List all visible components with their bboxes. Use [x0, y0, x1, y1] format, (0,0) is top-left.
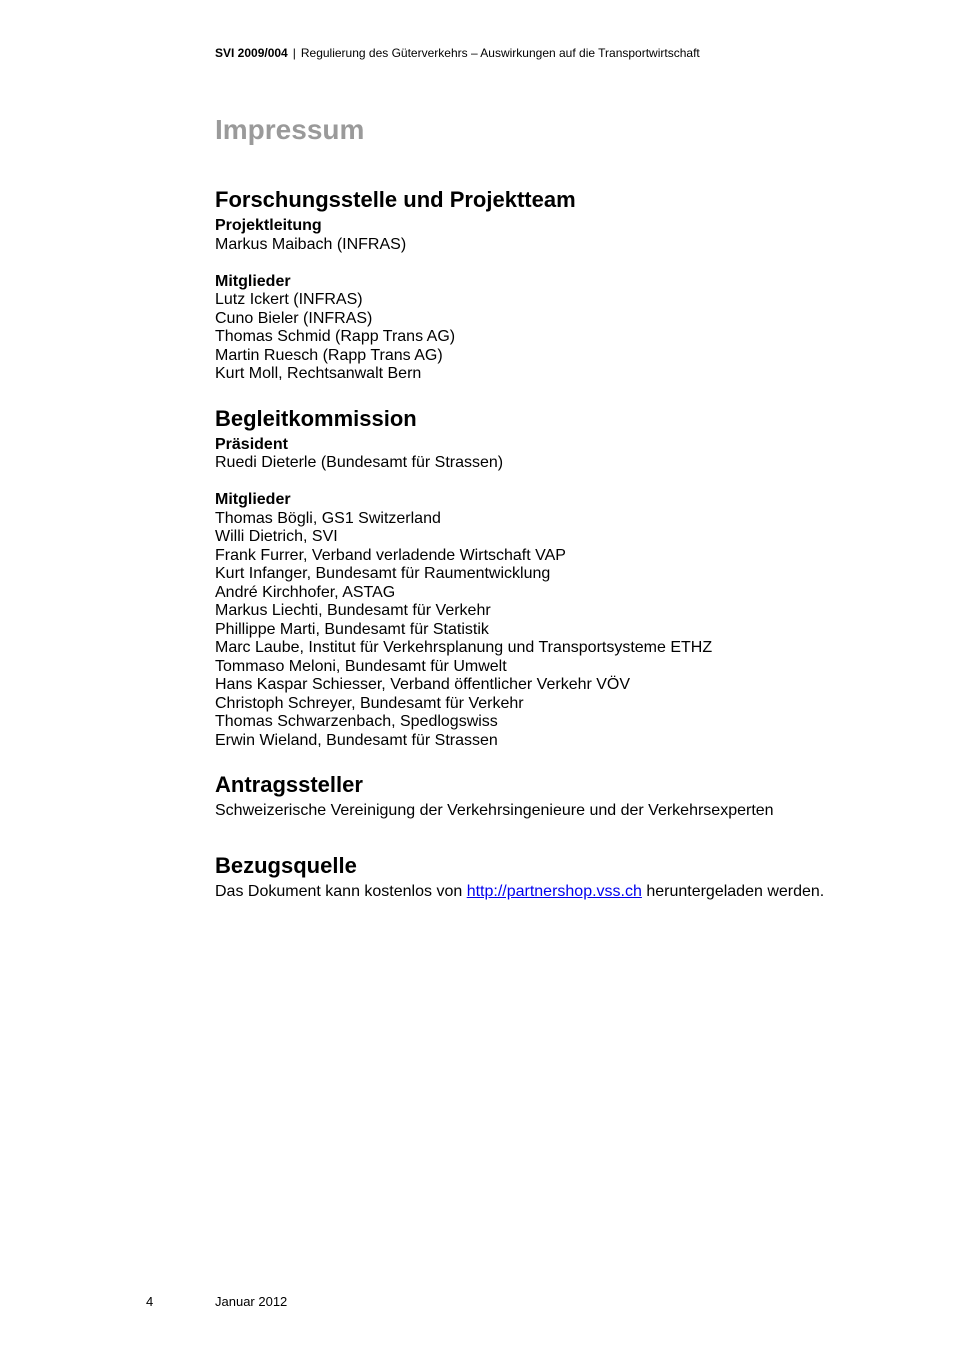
section-applicant: [215, 770, 915, 821]
list-item: Kurt Moll, Rechtsanwalt Bern: [215, 365, 422, 382]
list-item: Tommaso Meloni, Bundesamt für Umwelt: [215, 657, 507, 675]
running-header: [215, 45, 700, 61]
partnershop-link[interactable]: http://partnershop.vss.ch: [466, 882, 642, 900]
section-heading-commission: Begleitkommission: [215, 405, 417, 431]
section-heading-source: Bezugsquelle: [215, 852, 357, 878]
group-president: [215, 436, 915, 473]
applicant-text: Schweizerische Vereinigung der Verkehrsingenieure und der Verkehrsexperten: [215, 802, 774, 819]
group-commission-members: [215, 491, 915, 750]
list-item: Phillippe Marti, Bundesamt für Statistik: [215, 620, 489, 638]
group-project-lead: [215, 217, 915, 254]
section-research-team: [215, 185, 915, 384]
section-commission: [215, 404, 915, 751]
page-content: [215, 110, 915, 921]
report-title: Regulierung des Güterverkehrs – Auswirkungen auf die Transportwirtschaft: [300, 46, 700, 60]
footer-date: Januar 2012: [215, 1294, 288, 1309]
list-item: Markus Liechti, Bundesamt für Verkehr: [215, 602, 491, 619]
source-text-after: heruntergeladen werden.: [641, 882, 825, 900]
list-item: Thomas Schwarzenbach, Spedlogswiss: [215, 713, 498, 730]
header-separator: |: [292, 46, 296, 60]
source-text: [215, 883, 915, 902]
list-item: Thomas Schmid (Rapp Trans AG): [215, 328, 456, 345]
report-code: SVI 2009/004: [215, 46, 288, 60]
list-president: [215, 454, 915, 473]
section-source: [215, 851, 915, 902]
list-item: Martin Ruesch (Rapp Trans AG): [215, 346, 443, 364]
list-item: Christoph Schreyer, Bundesamt für Verkehr: [215, 694, 524, 712]
list-commission-members: [215, 510, 915, 751]
group-label-project-lead: Projektleitung: [215, 217, 322, 234]
list-item: Lutz Ickert (INFRAS): [215, 291, 363, 308]
list-item: Thomas Bögli, GS1 Switzerland: [215, 509, 441, 527]
list-item: Frank Furrer, Verband verladende Wirtschaft VAP: [215, 546, 566, 564]
group-research-members: [215, 273, 915, 384]
list-item: Markus Maibach (INFRAS): [215, 235, 407, 253]
list-item: André Kirchhofer, ASTAG: [215, 583, 396, 601]
page-title: Impressum: [215, 114, 365, 145]
list-item: Willi Dietrich, SVI: [215, 528, 338, 545]
group-label-president: Präsident: [215, 435, 288, 453]
group-label-research-members: Mitglieder: [215, 272, 291, 290]
list-item: Hans Kaspar Schiesser, Verband öffentlicher Verkehr VÖV: [215, 676, 631, 693]
list-item: Ruedi Dieterle (Bundesamt für Strassen): [215, 454, 504, 471]
group-label-commission-members: Mitglieder: [215, 491, 291, 508]
section-heading-research: Forschungsstelle und Projektteam: [215, 187, 576, 212]
list-item: Marc Laube, Institut für Verkehrsplanung und Transportsysteme ETHZ: [215, 639, 713, 656]
section-heading-applicant: Antragssteller: [215, 772, 363, 797]
list-research-members: [215, 291, 915, 384]
source-text-before: Das Dokument kann kostenlos von: [215, 882, 467, 900]
list-project-lead: [215, 236, 915, 255]
list-item: Kurt Infanger, Bundesamt für Raumentwicklung: [215, 565, 551, 582]
list-item: Cuno Bieler (INFRAS): [215, 309, 373, 327]
page-number: 4: [146, 1294, 154, 1309]
list-item: Erwin Wieland, Bundesamt für Strassen: [215, 731, 498, 749]
